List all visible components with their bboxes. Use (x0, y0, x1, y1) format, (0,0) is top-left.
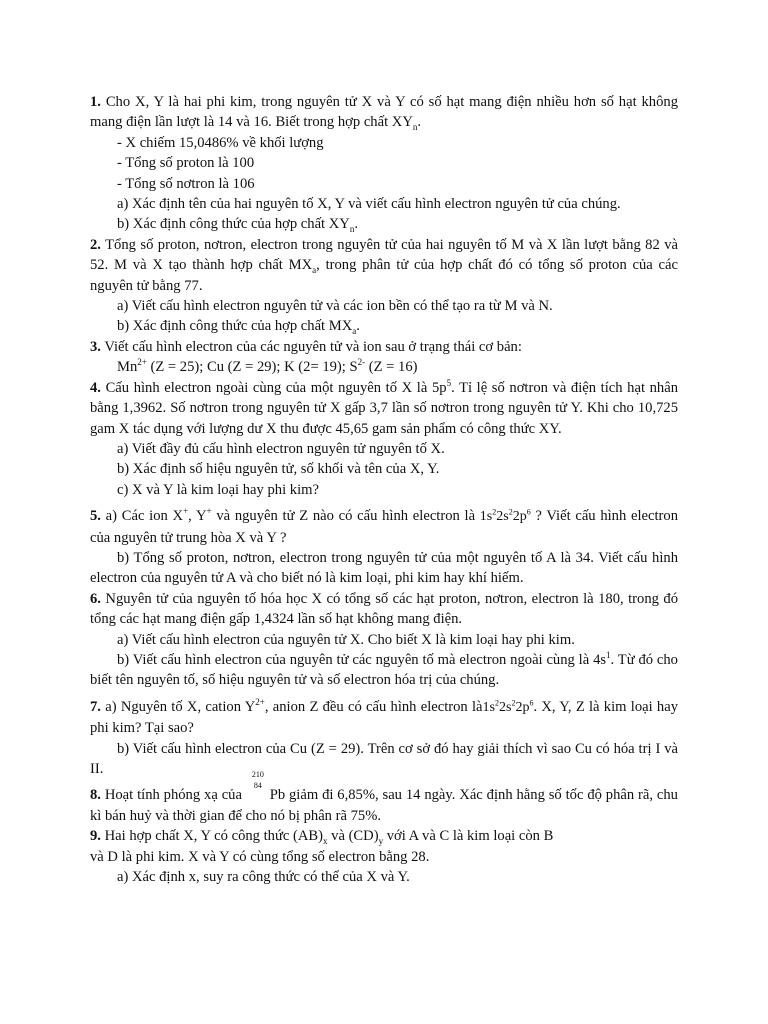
q2-intro: 2. Tổng số proton, nơtron, electron trong nguyên tử của hai nguyên tố M và X lần lượt bằng 82 và 52. M và X tạo thành hợp chất $MX_a$, trong phân tử của hợp chất đó có tổng số proton của các nguyên tử bằng 77. (90, 236, 678, 294)
q7-part-a: 7. a) Nguyên tố X, cation $Y^{2+}$, anion Z đều có cấu hình electron $là1s^22s^22p^6$. X, Y, Z là kim loại hay phi kim? Tại sao? (90, 696, 678, 737)
q1-intro: 1. Cho X, Y là hai phi kim, trong nguyên tử X và Y có số hạt mang điện nhiều hơn số hạt không mang điện lần lượt là 14 và 16. Biết trong hợp chất $XY_n$. (90, 94, 678, 133)
q1-part-b: b) Xác định công thức của hợp chất $XY_n$. (117, 216, 358, 235)
q9-line-1: 9. Hai hợp chất X, Y có công thức $(AB)_x$ và $(CD)_y$ với A và C là kim loại còn B (90, 828, 554, 847)
q6-intro: 6. Nguyên tử của nguyên tố hóa học X có tổng số các hạt proton, nơtron, electron là 180, trong đó tổng các hạt mang điện gấp 1,4324 lần số hạt không mang điện. (90, 590, 678, 628)
q2-part-b: b) Xác định công thức của hợp chất $MX_a$. (117, 318, 360, 337)
q3-number: 3. (90, 338, 101, 355)
q9-line-2: và D là phi kim. X và Y có cùng tổng số electron bằng 28. (90, 848, 430, 865)
q3-intro: 3. Viết cấu hình electron của các nguyên tử và ion sau ở trạng thái cơ bản: (90, 338, 522, 355)
q8-text: 8. Hoạt tính phóng xạ của 210 84 Pb giảm đi 6,85%, sau 14 ngày. Xác định hằng số tốc độ phân rã, chu kì bán huỷ và thời gian để cho nó bị phân rã 75%. (90, 770, 678, 824)
q5-number: 5. (90, 508, 101, 525)
q7-electron-config: $1s^22s^22p^6$ (482, 698, 534, 715)
q4-intro: 4. Cấu hình electron ngoài cùng của một nguyên tố X là $5p^5$. Tỉ lệ số nơtron và điện tích hạt nhân bằng 1,3962. Số nơtron trong nguyên tử X gấp 3,7 lần số nơtron trong nguyên tử Y. Khi cho 10,725 gam X tác dụng với lượng dư X thu được 45,65 gam sản phẩm có công thức XY. (90, 377, 678, 437)
q4-number: 4. (90, 379, 101, 396)
document-page (90, 92, 678, 887)
q9-part-a: a) Xác định x, suy ra công thức có thể của X và Y. (117, 869, 410, 886)
q5-part-b: b) Tổng số proton, nơtron, electron trong nguyên tử của một nguyên tố A là 34. Viết cấu hình electron của nguyên tử A và cho biết nó là kim loại, phi kim hay khí hiếm. (90, 549, 678, 587)
q5-electron-config: $1s^22s^22p^6$ (479, 507, 531, 525)
q6-part-b: b) Viết cấu hình electron của nguyên tử các nguyên tố mà electron ngoài cùng là $4s^1$. Từ đó cho biết tên nguyên tố, số hiệu nguyên tử và số electron hóa trị của chúng. (90, 650, 678, 689)
q1-condition-2: - Tổng số proton là 100 (117, 155, 255, 172)
q4-part-b: b) Xác định số hiệu nguyên tử, số khối và tên của X, Y. (117, 461, 440, 478)
q4-part-c: c) X và Y là kim loại hay phi kim? (117, 481, 319, 498)
q1-number: 1. (90, 94, 101, 110)
q9-number: 9. (90, 828, 101, 845)
q3-species-list: $Mn^{2+}$ (Z = 25); Cu (Z = 29); K (2= 19); $S^{2-}$ (Z = 16) (117, 357, 418, 376)
q1-part-a: a) Xác định tên của hai nguyên tố X, Y và viết cấu hình electron nguyên tử của chúng. (117, 196, 621, 213)
q6-number: 6. (90, 590, 101, 607)
q1-condition-3: - Tổng số nơtron là 106 (117, 175, 255, 192)
q6-part-a: a) Viết cấu hình electron của nguyên tử X. Cho biết X là kim loại hay phi kim. (117, 631, 575, 648)
q1-condition-1: - X chiếm 15,0486% về khối lượng (117, 134, 324, 151)
pb-nuclide-notation: 210 84 (251, 770, 264, 791)
q2-number: 2. (90, 236, 101, 253)
q4-part-a: a) Viết đầy đủ cấu hình electron nguyên tử nguyên tố X. (117, 440, 445, 457)
q8-number: 8. (90, 787, 101, 804)
q7-part-b: b) Viết cấu hình electron của Cu (Z = 29). Trên cơ sở đó hay giải thích vì sao Cu có hóa trị I và II. (90, 740, 678, 777)
q5-part-a: 5. a) Các ion X+, Y+ và nguyên tử Z nào có cấu hình electron là $1s^22s^22p^6$ ? Viết cấu hình electron của nguyên tử trung hòa X và Y ? (90, 506, 678, 546)
q2-part-a: a) Viết cấu hình electron nguyên tử và các ion bền có thể tạo ra từ M và N. (117, 298, 553, 315)
q7-number: 7. (90, 698, 101, 715)
